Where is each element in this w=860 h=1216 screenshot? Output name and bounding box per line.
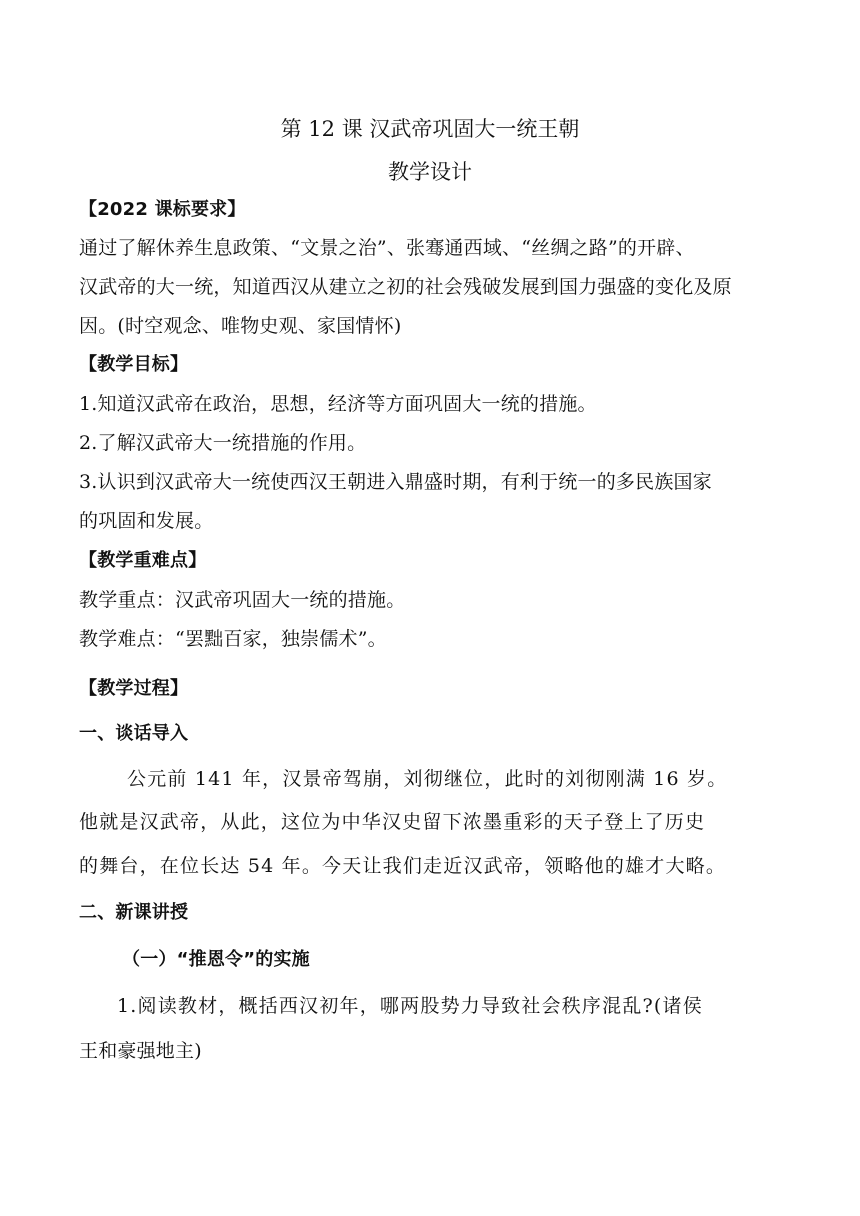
objectives-heading: 【教学目标】 (79, 354, 189, 375)
subsection-question-line: 王和豪强地主) (79, 1040, 202, 1062)
document-subtitle: 教学设计 (388, 160, 472, 184)
objective-item-continued: 的巩固和发展。 (79, 510, 214, 532)
subsection-question-line: 1.阅读教材，概括西汉初年，哪两股势力导致社会秩序混乱?(诸侯 (117, 995, 703, 1017)
objective-item: 2.了解汉武帝大一统措施的作用。 (79, 432, 367, 454)
curriculum-line: 汉武帝的大一统，知道西汉从建立之初的社会残破发展到国力强盛的变化及原 (79, 276, 732, 298)
keypoint-item: 教学重点：汉武帝巩固大一统的措施。 (79, 589, 406, 611)
section-intro-heading: 一、谈话导入 (79, 723, 189, 744)
process-heading: 【教学过程】 (79, 678, 189, 699)
curriculum-line: 因。(时空观念、唯物史观、家国情怀) (79, 315, 402, 337)
curriculum-line: 通过了解休养生息政策、“文景之治”、张骞通西域、“丝绸之路”的开辟、 (79, 237, 695, 259)
intro-paragraph-line: 的舞台，在位长达 54 年。今天让我们走近汉武帝，领略他的雄才大略。 (79, 855, 727, 877)
intro-paragraph-line: 他就是汉武帝，从此，这位为中华汉史留下浓墨重彩的天子登上了历史 (79, 811, 706, 833)
objective-item: 1.知道汉武帝在政治，思想，经济等方面巩固大一统的措施。 (79, 393, 597, 415)
objective-item: 3.认识到汉武帝大一统使西汉王朝进入鼎盛时期，有利于统一的多民族国家 (79, 471, 712, 493)
document-title: 第 12 课 汉武帝巩固大一统王朝 (280, 117, 580, 141)
subsection-heading: （一）“推恩令”的实施 (122, 949, 310, 970)
section-new-lesson-heading: 二、新课讲授 (79, 902, 189, 923)
curriculum-heading: 【2022 课标要求】 (79, 199, 246, 220)
keypoints-heading: 【教学重难点】 (79, 550, 207, 571)
keypoint-item: 教学难点：“罢黜百家，独崇儒术”。 (79, 628, 387, 650)
intro-paragraph-line: 公元前 141 年，汉景帝驾崩，刘彻继位，此时的刘彻刚满 16 岁。 (127, 768, 728, 790)
